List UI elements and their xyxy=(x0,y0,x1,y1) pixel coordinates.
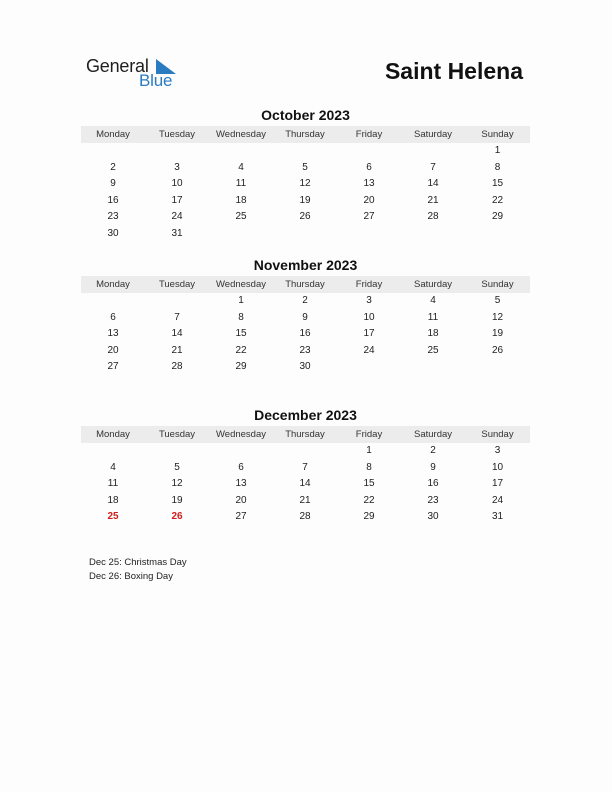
day-cell: 18 xyxy=(235,194,247,206)
day-cell: 17 xyxy=(171,194,183,206)
month-title: December 2023 xyxy=(254,407,357,423)
day-cell: 16 xyxy=(427,478,439,490)
weekday-label: Thursday xyxy=(285,129,325,140)
weekday-label: Saturday xyxy=(413,129,453,140)
week-row xyxy=(81,176,530,193)
day-cell: 18 xyxy=(427,328,439,340)
day-cell: 13 xyxy=(235,478,247,490)
day-cell: 30 xyxy=(427,511,439,523)
day-cell: 22 xyxy=(235,344,247,356)
empty-day-cell xyxy=(81,143,145,160)
week-row xyxy=(81,293,530,310)
day-cell: 4 xyxy=(110,461,116,473)
empty-day-cell xyxy=(401,359,465,376)
day-cell: 8 xyxy=(238,311,244,323)
empty-day-cell xyxy=(401,143,465,160)
day-cell: 15 xyxy=(235,328,247,340)
day-cell: 2 xyxy=(302,295,308,306)
day-cell: 15 xyxy=(363,478,375,490)
day-cell: 21 xyxy=(427,194,439,206)
day-cell: 11 xyxy=(107,478,119,490)
empty-day-cell xyxy=(145,293,209,310)
day-cell: 22 xyxy=(491,194,504,206)
week-row xyxy=(81,443,530,460)
day-cell: 7 xyxy=(302,461,308,473)
day-cell: 24 xyxy=(363,344,375,356)
empty-day-cell xyxy=(337,143,401,160)
day-cell: 9 xyxy=(302,311,308,323)
weekday-label: Tuesday xyxy=(158,279,196,290)
day-cell: 23 xyxy=(299,344,311,356)
weekday-label: Wednesday xyxy=(216,429,266,440)
day-cell: 12 xyxy=(299,178,311,190)
day-cell: 29 xyxy=(363,511,375,523)
day-cell: 27 xyxy=(363,211,375,223)
week-row xyxy=(81,509,530,526)
day-cell: 20 xyxy=(235,494,247,506)
day-cell: 4 xyxy=(238,161,244,173)
empty-day-cell xyxy=(81,293,145,310)
day-cell: 6 xyxy=(238,461,244,473)
day-cell: 17 xyxy=(491,478,504,490)
day-cell: 27 xyxy=(235,511,247,523)
holiday-day-cell: 26 xyxy=(171,511,183,523)
logo-blue-text: Blue xyxy=(139,71,173,90)
day-cell: 21 xyxy=(171,344,183,356)
day-cell: 11 xyxy=(235,178,247,190)
weekday-label: Sunday xyxy=(481,429,514,440)
day-cell: 31 xyxy=(171,227,183,239)
day-cell: 24 xyxy=(171,211,183,223)
weekday-header xyxy=(81,426,530,443)
day-cell: 3 xyxy=(494,445,501,456)
day-cell: 29 xyxy=(491,211,504,223)
day-cell: 30 xyxy=(299,361,311,373)
day-cell: 27 xyxy=(107,361,119,373)
weekday-label: Sunday xyxy=(481,129,514,140)
month-title: October 2023 xyxy=(261,107,350,123)
week-row xyxy=(81,343,530,360)
month-november xyxy=(81,256,530,376)
month-title: November 2023 xyxy=(253,257,358,273)
week-row xyxy=(81,143,530,160)
day-cell: 10 xyxy=(363,311,375,323)
day-cell: 12 xyxy=(491,311,504,323)
week-row xyxy=(81,476,530,493)
generalblue-logo xyxy=(86,56,186,92)
empty-day-cell xyxy=(209,143,273,160)
empty-day-cell xyxy=(337,359,401,376)
week-row xyxy=(81,193,530,210)
day-cell: 2 xyxy=(110,161,116,173)
holiday-note: Dec 26: Boxing Day xyxy=(89,571,173,582)
weekday-label: Friday xyxy=(355,129,383,140)
day-cell: 3 xyxy=(174,161,180,173)
day-cell: 12 xyxy=(171,478,183,490)
day-cell: 30 xyxy=(107,227,119,239)
day-cell: 7 xyxy=(174,311,180,323)
empty-day-cell xyxy=(81,443,145,460)
empty-day-cell xyxy=(273,226,337,243)
day-cell: 25 xyxy=(235,211,247,223)
day-cell: 26 xyxy=(491,344,504,356)
weekday-label: Saturday xyxy=(413,279,453,290)
country-title: Saint Helena xyxy=(384,58,523,84)
day-cell: 19 xyxy=(491,328,504,340)
day-cell: 22 xyxy=(363,494,375,506)
weekday-label: Tuesday xyxy=(158,129,196,140)
day-cell: 31 xyxy=(491,511,504,523)
weekday-label: Monday xyxy=(96,279,130,290)
weekday-label: Thursday xyxy=(285,279,325,290)
day-cell: 1 xyxy=(238,295,244,306)
weekday-label: Monday xyxy=(96,129,130,140)
weekday-label: Monday xyxy=(96,429,130,440)
day-cell: 4 xyxy=(430,295,436,306)
day-cell: 29 xyxy=(235,361,247,373)
weekday-label: Tuesday xyxy=(158,429,196,440)
day-cell: 20 xyxy=(363,194,375,206)
day-cell: 20 xyxy=(107,344,119,356)
weekday-label: Wednesday xyxy=(216,129,266,140)
day-cell: 23 xyxy=(427,494,439,506)
week-row xyxy=(81,359,530,376)
day-cell: 13 xyxy=(363,178,375,190)
day-cell: 28 xyxy=(299,511,311,523)
day-cell: 6 xyxy=(366,161,372,173)
day-cell: 5 xyxy=(174,461,180,473)
day-cell: 17 xyxy=(363,328,375,340)
week-row xyxy=(81,493,530,510)
week-row xyxy=(81,310,530,327)
day-cell: 3 xyxy=(366,295,372,306)
day-cell: 5 xyxy=(302,161,308,173)
month-october xyxy=(81,106,530,243)
week-row xyxy=(81,460,530,477)
day-cell: 14 xyxy=(171,328,183,340)
day-cell: 14 xyxy=(427,178,439,190)
day-cell: 8 xyxy=(494,161,501,173)
day-cell: 1 xyxy=(494,145,501,156)
day-cell: 8 xyxy=(366,461,372,473)
day-cell: 10 xyxy=(171,178,183,190)
day-cell: 28 xyxy=(171,361,183,373)
empty-day-cell xyxy=(273,143,337,160)
day-cell: 28 xyxy=(427,211,439,223)
week-row xyxy=(81,226,530,243)
day-cell: 21 xyxy=(299,494,311,506)
day-cell: 18 xyxy=(107,494,119,506)
day-cell: 10 xyxy=(491,461,504,473)
day-cell: 26 xyxy=(299,211,311,223)
holiday-list xyxy=(89,556,187,584)
empty-day-cell xyxy=(209,226,273,243)
empty-day-cell xyxy=(337,226,401,243)
day-cell: 23 xyxy=(107,211,119,223)
week-row xyxy=(81,326,530,343)
empty-day-cell xyxy=(465,226,530,243)
day-cell: 19 xyxy=(299,194,311,206)
logo-general-text: General xyxy=(86,56,149,76)
empty-day-cell xyxy=(145,443,209,460)
weekday-label: Friday xyxy=(355,429,383,440)
day-cell: 24 xyxy=(491,494,504,506)
day-cell: 25 xyxy=(427,344,439,356)
day-cell: 16 xyxy=(107,194,119,206)
holiday-note: Dec 25: Christmas Day xyxy=(89,557,187,568)
day-cell: 1 xyxy=(366,445,372,456)
weekday-label: Sunday xyxy=(481,279,514,290)
day-cell: 19 xyxy=(171,494,183,506)
day-cell: 5 xyxy=(494,295,501,306)
weekday-label: Thursday xyxy=(285,429,325,440)
holiday-day-cell: 25 xyxy=(107,511,119,523)
month-december xyxy=(81,406,530,526)
empty-day-cell xyxy=(465,359,530,376)
empty-day-cell xyxy=(209,443,273,460)
day-cell: 15 xyxy=(491,178,504,190)
weekday-label: Wednesday xyxy=(216,279,266,290)
day-cell: 16 xyxy=(299,328,311,340)
weekday-label: Friday xyxy=(355,279,383,290)
empty-day-cell xyxy=(273,443,337,460)
day-cell: 6 xyxy=(110,311,116,323)
day-cell: 13 xyxy=(107,328,119,340)
weekday-header xyxy=(81,276,530,293)
week-row xyxy=(81,209,530,226)
week-row xyxy=(81,160,530,177)
weekday-header xyxy=(81,126,530,143)
day-cell: 7 xyxy=(430,161,436,173)
day-cell: 11 xyxy=(427,311,439,323)
weekday-label: Saturday xyxy=(413,429,453,440)
day-cell: 2 xyxy=(430,445,436,456)
empty-day-cell xyxy=(145,143,209,160)
day-cell: 9 xyxy=(430,461,436,473)
day-cell: 14 xyxy=(299,478,311,490)
empty-day-cell xyxy=(401,226,465,243)
day-cell: 9 xyxy=(110,178,116,190)
